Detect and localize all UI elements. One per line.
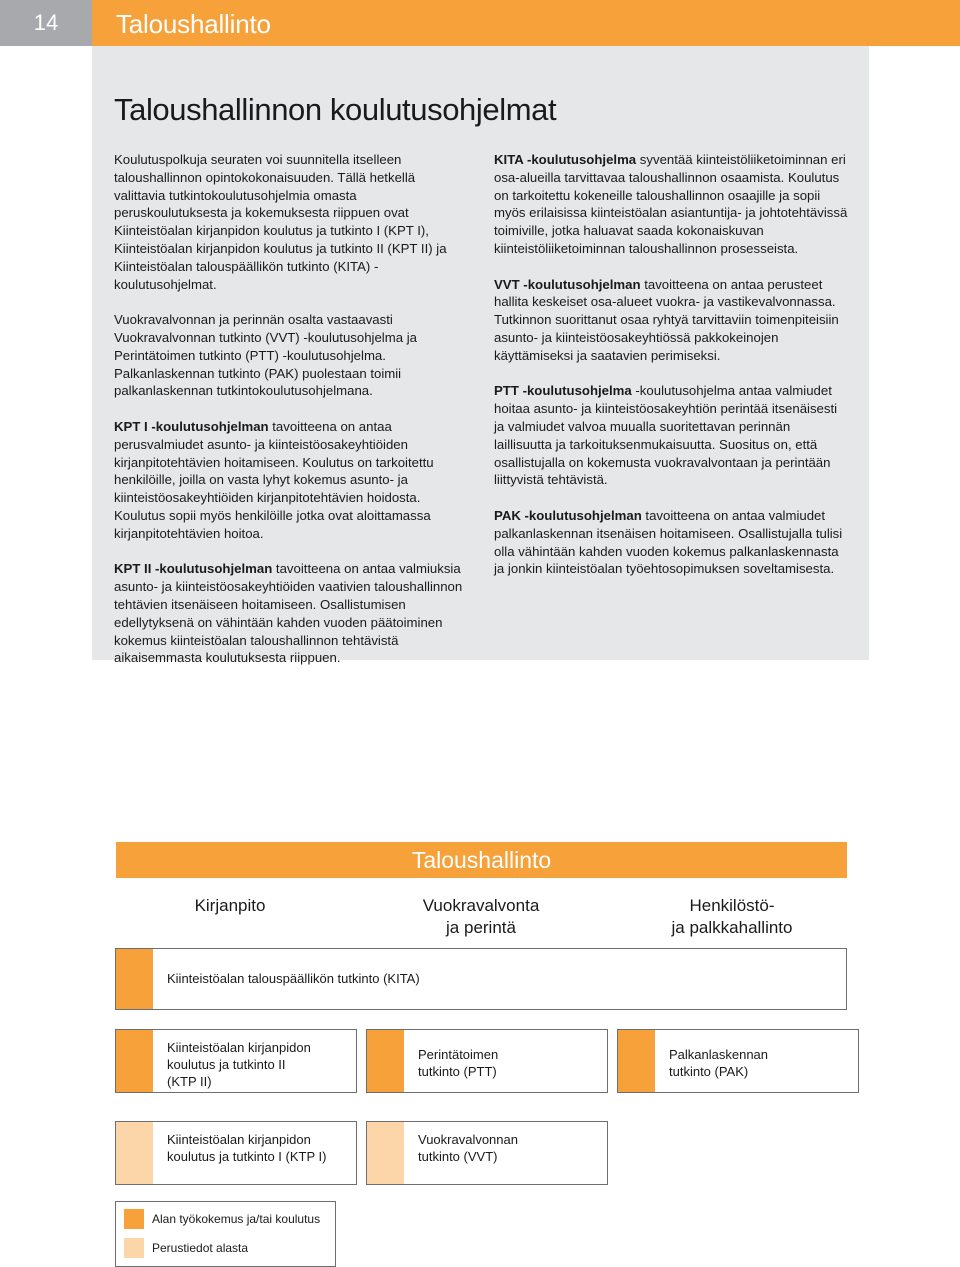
kita-strip [116,949,153,1009]
section-title: Taloushallinto [116,9,271,39]
ptt-line1: Perintätoimen [418,1047,499,1062]
ktp1-box [115,1121,357,1185]
area-kirjanpito [170,895,290,917]
intro-paragraph: Koulutuspolkuja seuraten voi suunnitella itselleen taloushallinnon opintokokonaisuuden. Tällä hetkellä valittavia tutkintokoulutusohjelmia omasta peruskoulutuksesta ja kokemuksesta riippuen ovat Kiinteistöalan kirjanpidon koulutus ja tutkinto I (KPT I), Kiinteistöalan kirjanpidon koulutus ja tutkinto II (KPT II) ja Kiinteistöalan talouspäällikön tutkinto (KITA) -koulutusohjelmat. [114,152,447,292]
area-vuokravalvonta-line2: ja perintä [446,918,516,937]
vvt-paragraph [494,276,848,365]
area-henkilosto-line2: ja palkkahallinto [671,918,793,937]
kpt1-text: tavoitteena on antaa perusvalmiudet asunto- ja kiinteistöosakeyhtiöiden kirjanpitotehtävien hoitamiseen. Koulutus on tarkoitettu henkilöille, joilla on vasta lyhyt kokemus asunto- ja kiinteistöosakeyhtiöiden kirjanpitotehtävien hoidosta. Koulutus sopii myös henkilöille jotka ovat aloittamassa kirjanpitotehtävien hoitoa. [114,418,434,541]
pak-line2: tutkinto (PAK) [669,1064,749,1079]
page-number: 14 [0,0,92,46]
ptt-line2: tutkinto (PTT) [418,1064,497,1079]
area-kirjanpito-label: Kirjanpito [194,896,266,915]
pak-heading: PAK -koulutusohjelman [494,507,642,523]
legend-swatch-dark [124,1209,144,1229]
ptt-label [418,1046,498,1080]
kita-paragraph [494,151,848,258]
kita-text: syventää kiinteistöliiketoiminnan eri osa-alueilla tarvittavaa taloushallinnon osaamista. Koulutus on tarkoitettu kokeneille taloushallinnon osaajille ja sopii myös erilaisissa kiinteistöalan asiantuntija- ja johtotehtävissä toimiville, jotka haluavat saada kokonaiskuvan kiinteistöliiketoiminnan taloushallinnon prosesseista. [494,152,848,256]
legend-label-dark: Alan työkokemus ja/tai koulutus [152,1212,321,1226]
ktp1-strip [116,1122,153,1184]
ktp2-box [115,1029,357,1093]
ktp1-line2: koulutus ja tutkinto I (KTP I) [167,1149,327,1164]
area-vuokravalvonta [400,895,562,939]
ktp2-line3: (KTP II) [167,1074,212,1089]
ptt-heading: PTT -koulutusohjelma [494,383,632,399]
kita-box [115,948,847,1010]
kpt2-paragraph [114,560,466,667]
ktp1-label [167,1131,326,1165]
vvt-strip [367,1122,404,1184]
area-henkilosto [650,895,814,939]
pak-box [617,1029,859,1093]
ptt-paragraph [494,382,848,489]
diagram-title: Taloushallinto [116,842,847,878]
page-title: Taloushallinnon koulutusohjelmat [114,92,557,127]
kpt2-heading: KPT II -koulutusohjelman [114,561,273,577]
vvt-ptt-paragraph: Vuokravalvonnan ja perinnän osalta vastaavasti Vuokravalvonnan tutkinto (VVT) -koulutusohjelma ja Perintätoimen tutkinto (PTT) -koulutusohjelma. Palkanlaskennan tutkinto (PAK) puolestaan toimii palkanlaskennan tutkintokoulutusohjelmana. [114,312,417,399]
left-column [114,151,466,685]
legend-label-light: Perustiedot alasta [152,1241,249,1255]
vvt-text: tavoitteena on antaa perusteet hallita keskeiset osa-alueet vuokra- ja vastikevalvonnassa. Tutkinnon suorittanut osaa ryhtyä tarvittaviin toimenpiteisiin asunto- ja kiinteistöosakeyhtiössä pakkokeinojen käyttämiseksi ja saatavien perimiseksi. [494,276,839,363]
vvt-box [366,1121,608,1185]
ktp2-line2: koulutus ja tutkinto II [167,1057,286,1072]
right-column [494,151,848,596]
legend [115,1201,336,1267]
vvt-heading: VVT -koulutusohjelman [494,276,641,292]
vvt-line2: tutkinto (VVT) [418,1149,498,1164]
legend-swatch-light [124,1238,144,1258]
pak-strip [618,1030,655,1092]
ktp2-label [167,1039,311,1090]
kpt2-text: tavoitteena on antaa valmiuksia asunto- ja kiinteistöosakeyhtiöiden vaativien taloushallinnon tehtävien itsenäiseen hoitamiseen. Osallistumisen edellytyksenä on vähintään kahden vuoden päätoiminen kokemus kiinteistöalan taloushallinnon tehtävistä aikaisemmasta koulutuksesta riippuen. [114,561,463,666]
ktp2-line1: Kiinteistöalan kirjanpidon [167,1040,311,1055]
kpt1-heading: KPT I -koulutusohjelman [114,418,269,434]
kpt1-paragraph [114,418,466,543]
ktp1-line1: Kiinteistöalan kirjanpidon [167,1132,311,1147]
kita-label: Kiinteistöalan talouspäällikön tutkinto (KITA) [167,971,420,986]
kita-heading: KITA -koulutusohjelma [494,152,637,167]
ktp2-strip [116,1030,153,1092]
pak-paragraph [494,507,848,578]
vvt-line1: Vuokravalvonnan [418,1132,518,1147]
area-henkilosto-line1: Henkilöstö- [689,896,775,915]
pak-text: tavoitteena on antaa valmiudet palkanlaskennan itsenäisen hoitamiseen. Osallistujalla tulisi olla vähintään kahden vuoden kokemus palkanlaskennasta ja jonkin kiinteistöalan työehtosopimuksen soveltamisesta. [494,507,843,577]
pak-label [669,1046,768,1080]
vvt-label [418,1131,518,1165]
area-vuokravalvonta-line1: Vuokravalvonta [422,896,540,915]
pak-line1: Palkanlaskennan [669,1047,769,1062]
ptt-strip [367,1030,404,1092]
ptt-box [366,1029,608,1093]
ptt-text: -koulutusohjelma antaa valmiudet hoitaa asunto- ja kiinteistöosakeyhtiön perintää itsenäisesti ja valmiudet valvoa muualla suoritettavan perinnän laillisuutta ja tarkoituksenmukaisuutta. Suositus on, että osallistujalla on kokemusta vuokravalvontaan ja perintään liittyvistä tehtävistä. [494,383,838,488]
